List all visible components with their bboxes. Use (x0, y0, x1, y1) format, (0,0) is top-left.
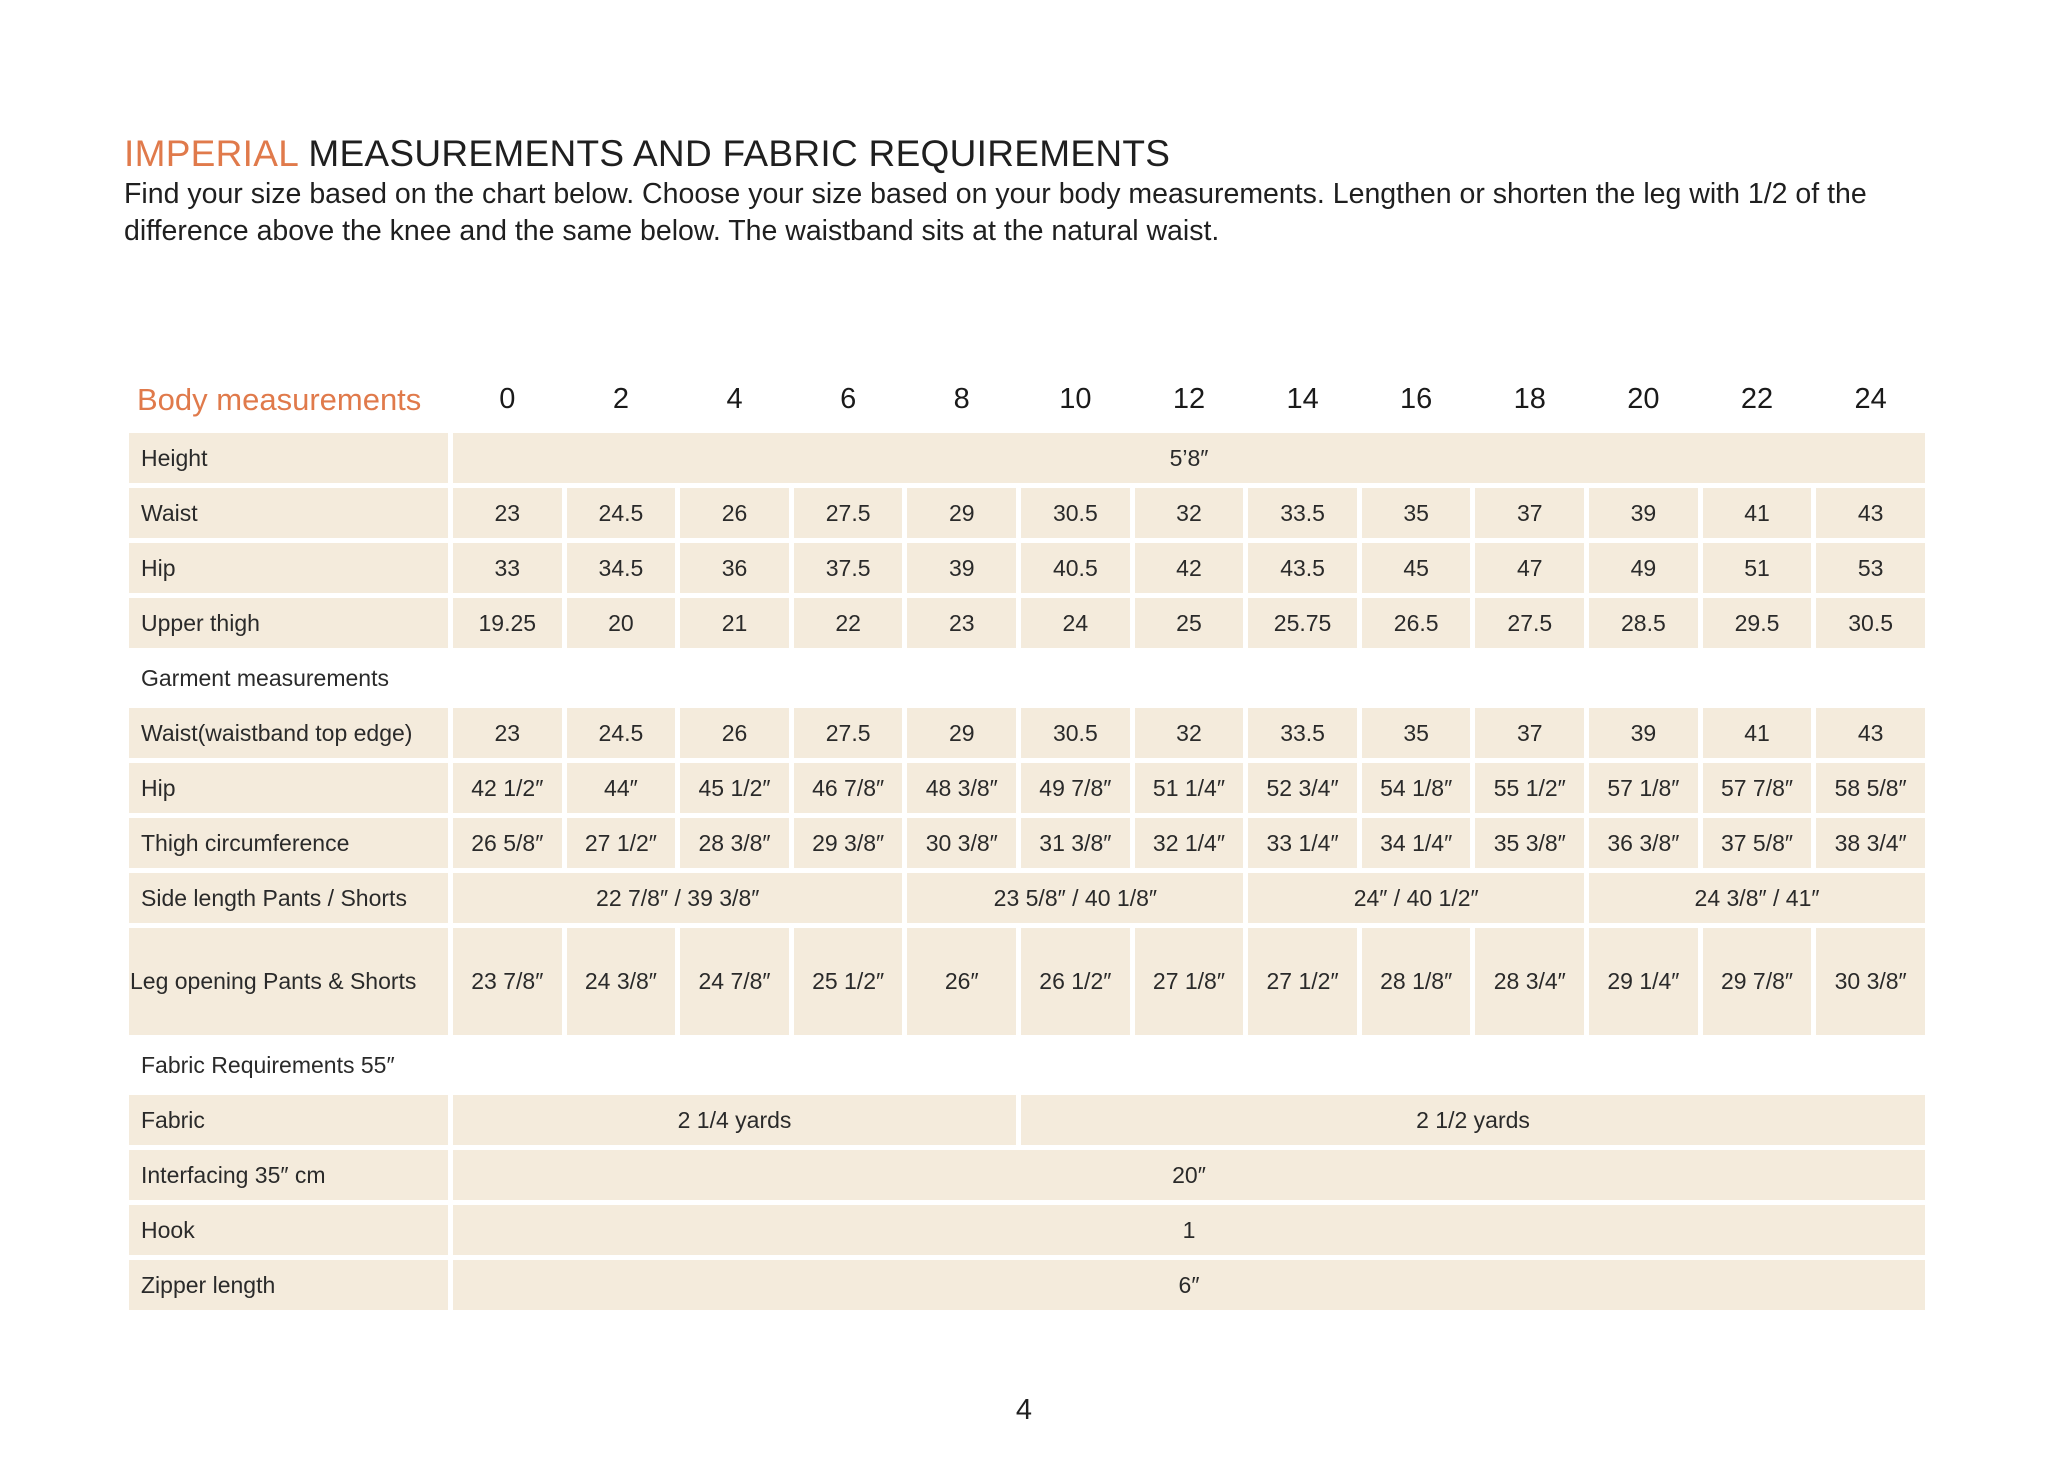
table-cell: 27.5 (794, 708, 903, 758)
row-label: Upper thigh (129, 598, 448, 648)
table-cell: 23 (907, 598, 1016, 648)
size-header: 4 (726, 383, 743, 415)
waist-row (129, 488, 1925, 538)
table-cell: 47 (1475, 543, 1584, 593)
row-label: Side length Pants / Shorts (129, 873, 448, 923)
table-cell: 27 1/8″ (1135, 928, 1244, 1035)
heading-accent: IMPERIAL (124, 133, 298, 174)
table-cell: 33.5 (1248, 708, 1357, 758)
size-header: 12 (1172, 383, 1206, 415)
side-length-row (129, 873, 1925, 923)
hip-row (129, 543, 1925, 593)
table-cell: 26 5/8″ (453, 818, 562, 868)
table-cell: 30.5 (1816, 598, 1925, 648)
table-cell: 29 (907, 488, 1016, 538)
table-cell: 37.5 (794, 543, 903, 593)
table-cell: 41 (1703, 488, 1812, 538)
table-cell: 51 (1703, 543, 1812, 593)
hook-row (129, 1205, 1925, 1255)
table-cell: 23 (453, 488, 562, 538)
size-header: 2 (612, 383, 629, 415)
table-cell: 2 1/4 yards (453, 1095, 1016, 1145)
table-cell: 30.5 (1021, 488, 1130, 538)
table-cell: 48 3/8″ (907, 763, 1016, 813)
intro-text: Find your size based on the chart below. Choose your size based on your body measurements. Lengthen or shorten the leg with 1/2 of the difference above the knee and the same below. The waistband sits at the natural waist. (124, 178, 1867, 247)
table-cell: 28 1/8″ (1362, 928, 1471, 1035)
table-cell: 2 1/2 yards (1021, 1095, 1925, 1145)
row-label: Leg opening Pants & Shorts (129, 928, 448, 1035)
size-header-row (129, 371, 1925, 428)
size-header: 10 (1059, 383, 1092, 415)
table-cell: 51 1/4″ (1135, 763, 1244, 813)
table-cell: 57 1/8″ (1589, 763, 1698, 813)
table-cell: 39 (907, 543, 1016, 593)
table-cell: 25.75 (1248, 598, 1357, 648)
garment-section-title: Garment measurements (141, 664, 389, 691)
table-cell: 23 (453, 708, 562, 758)
interfacing-row (129, 1150, 1925, 1200)
table-cell: 39 (1589, 488, 1698, 538)
table-cell: 6″ (453, 1260, 1925, 1310)
table-cell: 33 1/4″ (1248, 818, 1357, 868)
table-cell: 23 7/8″ (453, 928, 562, 1035)
table-cell: 29.5 (1703, 598, 1812, 648)
table-cell: 28 3/4″ (1475, 928, 1584, 1035)
row-label: Thigh circumference (129, 818, 448, 868)
table-cell: 24 (1021, 598, 1130, 648)
table-cell: 44″ (567, 763, 676, 813)
table-cell: 42 1/2″ (453, 763, 562, 813)
row-label: Hook (129, 1205, 448, 1255)
leg-opening-row (129, 928, 1925, 1035)
page-heading (124, 130, 1944, 178)
garment-section-row (129, 653, 1925, 703)
row-label: Height (129, 433, 448, 483)
table-cell: 26 (680, 488, 789, 538)
fabric-section-row (129, 1040, 1925, 1090)
table-cell: 29 3/8″ (794, 818, 903, 868)
row-label: Hip (129, 763, 448, 813)
size-header: 20 (1627, 383, 1660, 415)
garment-waist-row (129, 708, 1925, 758)
height-value: 5’8″ (453, 433, 1925, 483)
table-cell: 37 5/8″ (1703, 818, 1812, 868)
size-header: 24 (1854, 383, 1887, 415)
size-header: 16 (1400, 383, 1433, 415)
row-label: Fabric (129, 1095, 448, 1145)
body-measurements-header: Body measurements (137, 381, 422, 417)
table-cell: 36 3/8″ (1589, 818, 1698, 868)
table-cell: 40.5 (1021, 543, 1130, 593)
table-cell: 43 (1816, 488, 1925, 538)
table-cell: 43 (1816, 708, 1925, 758)
table-cell: 45 (1362, 543, 1471, 593)
table-cell: 27 1/2″ (1248, 928, 1357, 1035)
table-cell: 33.5 (1248, 488, 1357, 538)
table-cell: 27.5 (1475, 598, 1584, 648)
row-label: Hip (129, 543, 448, 593)
table-cell: 49 (1589, 543, 1698, 593)
table-cell: 30.5 (1021, 708, 1130, 758)
table-cell: 54 1/8″ (1362, 763, 1471, 813)
garment-hip-row (129, 763, 1925, 813)
table-cell: 33 (453, 543, 562, 593)
table-cell: 55 1/2″ (1475, 763, 1584, 813)
table-cell: 24 3/8″ / 41″ (1589, 873, 1925, 923)
table-cell: 26 1/2″ (1021, 928, 1130, 1035)
table-cell: 46 7/8″ (794, 763, 903, 813)
table-cell: 26 (680, 708, 789, 758)
table-cell: 45 1/2″ (680, 763, 789, 813)
size-header: 18 (1513, 383, 1546, 415)
size-header: 0 (499, 383, 516, 415)
table-cell: 26.5 (1362, 598, 1471, 648)
row-label: Zipper length (129, 1260, 448, 1310)
table-cell: 39 (1589, 708, 1698, 758)
table-cell: 58 5/8″ (1816, 763, 1925, 813)
table-cell: 34 1/4″ (1362, 818, 1471, 868)
table-cell: 27 1/2″ (567, 818, 676, 868)
table-cell: 37 (1475, 488, 1584, 538)
thigh-circumference-row (129, 818, 1925, 868)
table-cell: 38 3/4″ (1816, 818, 1925, 868)
table-cell: 52 3/4″ (1248, 763, 1357, 813)
table-cell: 20″ (453, 1150, 1925, 1200)
table-cell: 53 (1816, 543, 1925, 593)
heading-rest: MEASUREMENTS AND FABRIC REQUIREMENTS (297, 133, 1171, 174)
table-cell: 31 3/8″ (1021, 818, 1130, 868)
upper-thigh-row (129, 598, 1925, 648)
table-cell: 28.5 (1589, 598, 1698, 648)
fabric-row (129, 1095, 1925, 1145)
table-cell: 22 (794, 598, 903, 648)
table-cell: 34.5 (567, 543, 676, 593)
table-cell: 23 5/8″ / 40 1/8″ (907, 873, 1243, 923)
table-cell: 41 (1703, 708, 1812, 758)
table-cell: 29 (907, 708, 1016, 758)
table-cell: 24.5 (567, 488, 676, 538)
table-cell: 20 (567, 598, 676, 648)
row-label: Waist(waistband top edge) (129, 708, 448, 758)
height-row (129, 433, 1925, 483)
table-cell: 35 (1362, 708, 1471, 758)
size-header: 14 (1286, 383, 1319, 415)
table-cell: 22 7/8″ / 39 3/8″ (453, 873, 902, 923)
table-cell: 37 (1475, 708, 1584, 758)
fabric-section-title: Fabric Requirements 55″ (141, 1051, 395, 1078)
table-cell: 19.25 (453, 598, 562, 648)
table-cell: 1 (453, 1205, 1925, 1255)
table-cell: 35 3/8″ (1475, 818, 1584, 868)
zipper-row (129, 1260, 1925, 1310)
table-cell: 24 7/8″ (680, 928, 789, 1035)
table-cell: 36 (680, 543, 789, 593)
table-cell: 32 1/4″ (1135, 818, 1244, 868)
table-cell: 29 7/8″ (1703, 928, 1812, 1035)
table-cell: 24.5 (567, 708, 676, 758)
size-header: 8 (953, 383, 970, 415)
row-label: Waist (129, 488, 448, 538)
table-cell: 43.5 (1248, 543, 1357, 593)
table-cell: 30 3/8″ (1816, 928, 1925, 1035)
page-number: 4 (1015, 1394, 1033, 1426)
size-chart-table (124, 366, 1930, 1315)
table-cell: 26″ (907, 928, 1016, 1035)
table-cell: 57 7/8″ (1703, 763, 1812, 813)
table-cell: 42 (1135, 543, 1244, 593)
size-header: 6 (840, 383, 857, 415)
size-header: 22 (1740, 383, 1774, 415)
table-cell: 25 1/2″ (794, 928, 903, 1035)
row-label: Interfacing 35″ cm (129, 1150, 448, 1200)
table-cell: 21 (680, 598, 789, 648)
table-cell: 32 (1135, 488, 1244, 538)
table-cell: 30 3/8″ (907, 818, 1016, 868)
table-cell: 49 7/8″ (1021, 763, 1130, 813)
table-cell: 24″ / 40 1/2″ (1248, 873, 1584, 923)
table-cell: 35 (1362, 488, 1471, 538)
table-cell: 27.5 (794, 488, 903, 538)
table-cell: 29 1/4″ (1589, 928, 1698, 1035)
table-cell: 32 (1135, 708, 1244, 758)
table-cell: 28 3/8″ (680, 818, 789, 868)
table-cell: 24 3/8″ (567, 928, 676, 1035)
table-cell: 25 (1135, 598, 1244, 648)
